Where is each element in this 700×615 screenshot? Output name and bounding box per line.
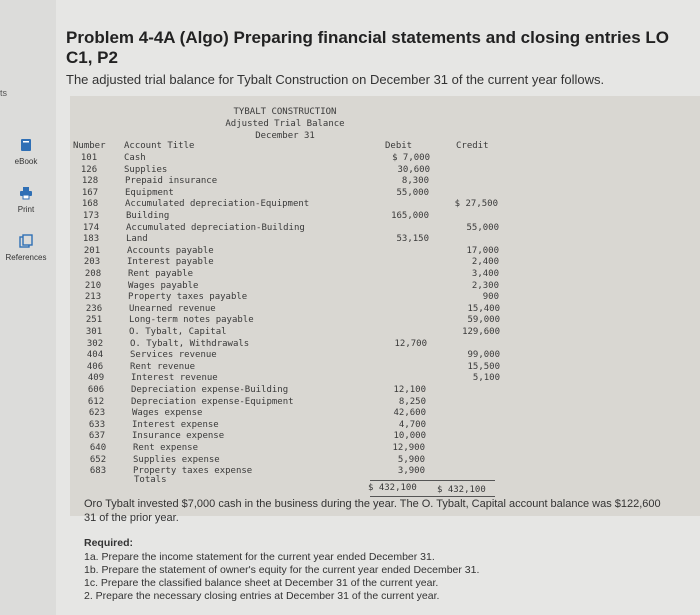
- intro-text: The adjusted trial balance for Tybalt Construction on December 31 of the current year follows.: [66, 72, 605, 87]
- debit-amount: 5,900: [397, 455, 425, 465]
- account-title: Prepaid insurance: [125, 176, 218, 186]
- credit-amount: 59,000: [467, 315, 500, 325]
- account-number: 683: [89, 466, 107, 476]
- header-debit: Debit: [385, 141, 413, 151]
- account-number: 640: [89, 443, 107, 453]
- total-credit: $ 432,100: [437, 485, 486, 495]
- account-number: 236: [85, 304, 103, 314]
- account-title: O. Tybalt, Withdrawals: [130, 339, 250, 349]
- report-date: December 31: [255, 131, 315, 141]
- account-title: Property taxes payable: [128, 292, 248, 302]
- report-name: Adjusted Trial Balance: [225, 119, 345, 129]
- header-account-title: Account Title: [124, 141, 195, 151]
- account-title: Rent expense: [133, 443, 199, 453]
- account-title: Interest payable: [127, 257, 214, 267]
- required-item: 1a. Prepare the income statement for the current year ended December 31.: [84, 551, 435, 563]
- account-number: 404: [86, 350, 104, 360]
- debit-amount: 4,700: [398, 420, 426, 430]
- header-credit: Credit: [456, 141, 489, 151]
- debit-amount: 8,300: [401, 176, 429, 186]
- account-number: 128: [81, 176, 99, 186]
- total-debit: $ 432,100: [368, 483, 417, 493]
- account-title: Unearned revenue: [129, 304, 216, 314]
- account-number: 406: [86, 362, 104, 372]
- debit-amount: 10,000: [393, 431, 426, 441]
- account-number: 203: [83, 257, 101, 267]
- company-name: TYBALT CONSTRUCTION: [233, 107, 337, 117]
- sidebar-item-label: eBook: [14, 157, 38, 166]
- sidebar-item-print[interactable]: [0, 186, 52, 214]
- credit-amount: 99,000: [467, 350, 500, 360]
- debit-amount: 42,600: [393, 408, 426, 418]
- account-number: 168: [81, 199, 99, 209]
- double-rule: [370, 496, 495, 497]
- account-title: Long-term notes payable: [129, 315, 254, 325]
- account-title: Building: [126, 211, 170, 221]
- account-number: 174: [82, 223, 100, 233]
- required-heading: Required:: [84, 537, 134, 549]
- credit-amount: 15,400: [467, 304, 500, 314]
- account-number: 210: [84, 281, 102, 291]
- account-title: Interest revenue: [131, 373, 218, 383]
- account-title: Insurance expense: [132, 431, 225, 441]
- credit-amount: 2,400: [471, 257, 499, 267]
- account-title: Services revenue: [130, 350, 217, 360]
- credit-amount: 3,400: [471, 269, 499, 279]
- credit-amount: 5,100: [472, 373, 500, 383]
- account-title: Depreciation expense-Equipment: [131, 397, 294, 407]
- account-number: 637: [88, 431, 106, 441]
- sidebar-item-references[interactable]: [0, 234, 52, 262]
- account-number: 213: [84, 292, 102, 302]
- account-number: 623: [88, 408, 106, 418]
- sidebar-cut-text: ts: [0, 88, 8, 98]
- account-number: 302: [86, 339, 104, 349]
- account-title: Equipment: [125, 188, 174, 198]
- account-title: Accumulated depreciation-Equipment: [125, 199, 310, 209]
- header-number: Number: [73, 141, 106, 151]
- printer-icon: [19, 186, 33, 200]
- account-title: Rent revenue: [130, 362, 196, 372]
- account-number: 301: [85, 327, 103, 337]
- debit-amount: $ 7,000: [392, 153, 430, 163]
- totals-rule: [370, 480, 495, 481]
- debit-amount: 55,000: [396, 188, 429, 198]
- account-number: 201: [83, 246, 101, 256]
- account-number: 251: [85, 315, 103, 325]
- account-title: Depreciation expense-Building: [131, 385, 289, 395]
- account-title: Wages payable: [128, 281, 199, 291]
- account-title: Interest expense: [132, 420, 219, 430]
- account-title: Accounts payable: [127, 246, 214, 256]
- debit-amount: 165,000: [391, 211, 429, 221]
- credit-amount: $ 27,500: [454, 199, 498, 209]
- credit-amount: 129,600: [462, 327, 500, 337]
- account-number: 606: [87, 385, 105, 395]
- required-item: 1c. Prepare the classified balance sheet at December 31 of the current year.: [84, 577, 439, 589]
- account-title: Supplies expense: [133, 455, 220, 465]
- debit-amount: 12,100: [393, 385, 426, 395]
- credit-amount: 17,000: [466, 246, 499, 256]
- sidebar-item-label: References: [5, 253, 47, 262]
- account-number: 208: [84, 269, 102, 279]
- account-title: Cash: [124, 153, 146, 163]
- sidebar: [0, 0, 56, 615]
- required-item: 1b. Prepare the statement of owner's equity for the current year ended December 31.: [84, 564, 480, 576]
- debit-amount: 53,150: [396, 234, 429, 244]
- credit-amount: 2,300: [471, 281, 499, 291]
- note-text-line1: Oro Tybalt invested $7,000 cash in the business during the year. The O. Tybalt, Capital account balance was $122,600: [84, 498, 661, 510]
- account-title: Accumulated depreciation-Building: [126, 223, 305, 233]
- credit-amount: 900: [482, 292, 499, 302]
- credit-amount: 55,000: [466, 223, 499, 233]
- account-title: O. Tybalt, Capital: [129, 327, 227, 337]
- sidebar-item-ebook[interactable]: [0, 138, 52, 166]
- account-title: Rent payable: [128, 269, 194, 279]
- account-number: 126: [80, 165, 98, 175]
- book-icon: [19, 138, 33, 152]
- debit-amount: 30,600: [397, 165, 430, 175]
- account-number: 183: [82, 234, 100, 244]
- note-text-line2: 31 of the prior year.: [84, 512, 179, 524]
- account-number: 652: [89, 455, 107, 465]
- account-number: 101: [80, 153, 98, 163]
- debit-amount: 8,250: [398, 397, 426, 407]
- account-number: 173: [82, 211, 100, 221]
- required-item: 2. Prepare the necessary closing entries at December 31 of the current year.: [84, 590, 440, 602]
- account-title: Land: [126, 234, 148, 244]
- account-number: 409: [87, 373, 105, 383]
- account-number: 633: [88, 420, 106, 430]
- account-title: Property taxes expense: [133, 466, 253, 476]
- account-number: 167: [81, 188, 99, 198]
- debit-amount: 12,700: [394, 339, 427, 349]
- account-title: Wages expense: [132, 408, 203, 418]
- account-title: Supplies: [124, 165, 168, 175]
- totals-label: Totals: [134, 475, 167, 485]
- sidebar-item-label: Print: [17, 205, 35, 214]
- references-icon: [19, 234, 33, 248]
- account-number: 612: [87, 397, 105, 407]
- debit-amount: 12,900: [392, 443, 425, 453]
- credit-amount: 15,500: [467, 362, 500, 372]
- problem-title: Problem 4-4A (Algo) Preparing financial statements and closing entries LO C1, P2: [66, 28, 669, 67]
- debit-amount: 3,900: [397, 466, 425, 476]
